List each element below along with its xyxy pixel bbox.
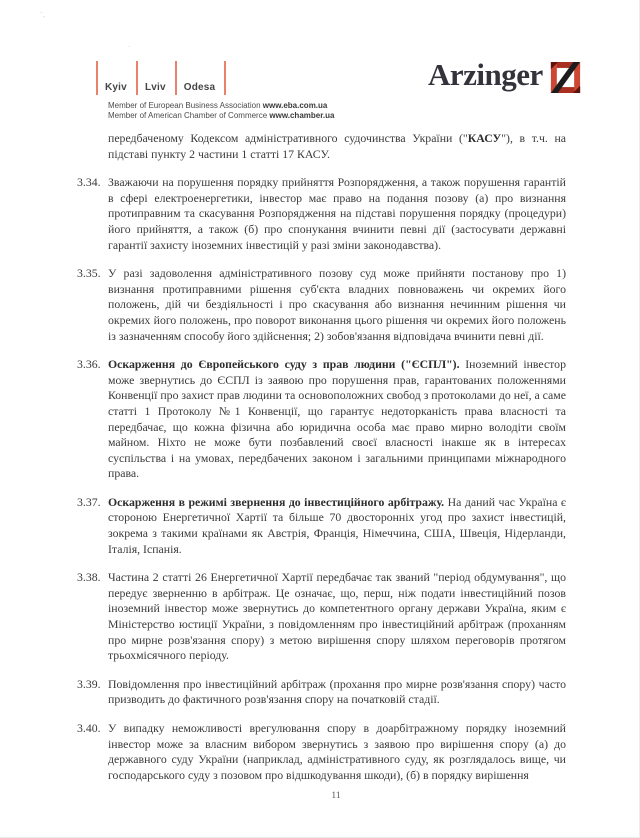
- paragraph: [77, 494, 567, 557]
- paragraph: [77, 676, 566, 708]
- scan-artifact: ·: [128, 44, 130, 51]
- membership-text: Member of American Chamber of Commerce: [108, 110, 270, 120]
- paragraph-number: 3.40.: [77, 721, 101, 735]
- paragraph-text: [108, 677, 566, 707]
- paragraph-text: [108, 357, 566, 480]
- membership-text: Member of European Business Association: [108, 101, 263, 110]
- office-city: Lviv: [144, 82, 166, 93]
- paragraph: [77, 570, 566, 664]
- office-city: Odesa: [183, 82, 216, 93]
- office-city: Kyiv: [105, 82, 127, 93]
- office-cities: [96, 61, 226, 95]
- paragraph-plain-text: На даний час Україна є стороною Енергетичної Хартії та більше 70 двосторонніх угод про захист інвестицій, зокрема з такими країнами як Австрія, Франція, Німеччина, США, Швеція, Нідерланди, Італія, Іспанія.: [108, 494, 567, 556]
- paragraph-bold-text: КАСУ: [467, 131, 502, 145]
- arzinger-square-z-mark-icon: [550, 59, 581, 96]
- membership-line: [108, 111, 334, 121]
- paragraph-number: 3.36.: [77, 357, 101, 372]
- paragraph-plain-text: Повідомлення про інвестиційний арбітраж (прохання про мирне розв'язання спору) часто призводить до фактичного розв'язання спору на початковій стадії.: [108, 676, 566, 707]
- paragraph-number: 3.37.: [77, 494, 101, 509]
- paragraph-plain-text: У випадку неможливості врегулювання спору в доарбітражному порядку іноземний інвестор може за власним вибором звернутись з заявою про вирішення спору (а) до державного суду України (наприклад, адміністративного суду, як розглядалось вище, чи господарського суду з позовом про відшкодування шкоди), (б) в порядку вирішення: [108, 721, 566, 782]
- arzinger-logo: [428, 55, 581, 96]
- paragraph: [77, 175, 566, 253]
- membership-url: www.chamber.ua: [269, 110, 335, 120]
- paragraph-number: 3.39.: [77, 676, 101, 691]
- scan-artifact: `,: [40, 12, 45, 19]
- paragraph: [77, 266, 566, 344]
- page-number: 11: [331, 791, 341, 801]
- paragraph-plain-text: Частина 2 статті 26 Енергетичної Хартії передбачає так званий "період обдумування", що передує зверненню в арбітраж. Це означає, що, перш, ніж подати інвестиційний позов іноземний інвестор може звернутись до компетентного органу держави Україна, яким є Міністерство юстиції України, з повідомленням про інвестиційний арбітраж (проханням про мирне розв'язання спору) з метою вирішення спору шляхом переговорів протягом трьохмісячного періоду.: [108, 570, 566, 663]
- paragraph-plain-text: передбаченому Кодексом адміністративного судочинства України (": [108, 131, 468, 145]
- paragraph-bold-text: Оскарження в режимі звернення до інвестиційного арбітражу.: [108, 494, 445, 509]
- paragraph-bold-text: Оскарження до Європейського суду з прав людини ("ЄСПЛ").: [108, 357, 460, 372]
- paragraph-text: [108, 721, 566, 782]
- paragraph: [77, 357, 566, 482]
- city-divider-bar: [224, 61, 226, 95]
- paragraph-text: [108, 131, 566, 161]
- paragraph-text: [108, 495, 566, 556]
- paragraph-text: [108, 570, 566, 662]
- paragraph-number: 3.34.: [77, 175, 101, 190]
- paragraph-plain-text: У разі задоволення адміністративного позову суд може прийняти постанову про 1) визнання протиправними рішення суб'єкта владних повноважень чи окремих його положень, дій чи бездіяльності і про скасування або визнання нечинним рішення чи окремих його положень, про поворот виконання цього рішення чи окремих його положень із зазначенням способу його здійснення; 2) зобов'язання відповідача вчинити певні дії.: [108, 266, 566, 343]
- paragraph-number: 3.38.: [77, 570, 101, 585]
- paragraph-plain-text: Іноземний інвестор може звернутись до ЄСПЛ із заявою про порушення прав, гарантованих положеннями Конвенції про захист прав людини та основоположних свобод з протоколами до неї, а саме статті 1 Протоколу №1 Конвенції, що гарантує недоторканість права власності та передбачає, що кожна фізична або юридична особа має право мирно володіти своїм майном. Ніхто не може бути позбавлений своєї власності інакше як в інтересах суспільства і на умовах, передбачених законом і загальними принципами міжнародного права.: [108, 357, 566, 481]
- membership-line: [108, 101, 334, 111]
- membership-lines: [108, 101, 334, 120]
- paragraph-number: 3.35.: [77, 266, 101, 281]
- paragraph-text: [108, 266, 566, 342]
- document-body: [0, 131, 640, 791]
- paragraph-plain-text: Зважаючи на порушення порядку прийняття Розпорядження, а також порушення гарантій в сфері електроенергетики, інвестор має право на подання позову (а) про визнання протиправним та скасування Розпорядження на підставі порушення порядку (процедури) його прийняття, а також (б) про спонукання вчинити певні дії (застосувати державні гарантії захисту іноземних інвестицій у разі зміни законодавства).: [108, 175, 566, 252]
- paragraph-plain-text: "), в т.ч. на підставі пункту 2 частини 1 статті 17 КАСУ.: [108, 131, 566, 161]
- paragraph-text: [108, 175, 566, 251]
- paragraph: [108, 131, 566, 162]
- logo-wordmark: Arzinger: [428, 57, 543, 92]
- paragraph: [77, 721, 566, 783]
- membership-url: www.eba.com.ua: [262, 101, 328, 110]
